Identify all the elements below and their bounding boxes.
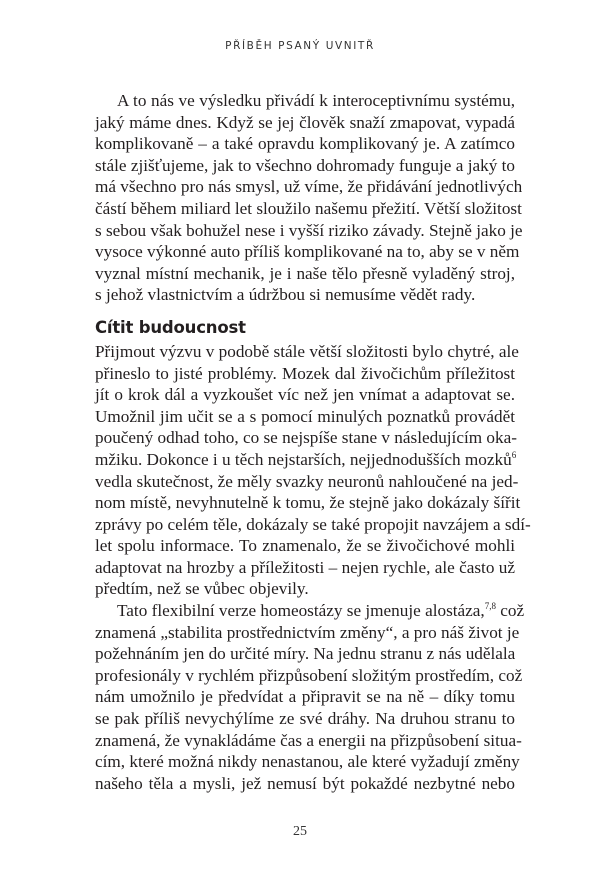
text-line: A to nás ve výsledku přivádí k interoceptivnímu systému, bbox=[117, 91, 515, 110]
text-line: Umožnil jim učit se a s pomocí minulých poznatků provádět bbox=[95, 406, 515, 426]
text-line: jaký máme dnes. Když se jej člověk snaží zmapovat, vypadá bbox=[95, 112, 515, 132]
text-line: zprávy po celém těle, dokázaly se také propojit navzájem a sdí- bbox=[95, 514, 531, 534]
section-heading: Cítit budoucnost bbox=[95, 317, 246, 337]
text-line: let spolu informace. To znamenalo, že se živočichové mohli bbox=[95, 536, 515, 556]
footnote-reference[interactable]: 7,8 bbox=[484, 601, 496, 612]
text-line: částí během miliard let sloužilo našemu přežití. Větší složitost bbox=[95, 198, 522, 218]
running-head: PŘÍBĚH PSANÝ UVNITŘ bbox=[225, 40, 375, 52]
text-line-with-footnote bbox=[95, 600, 525, 622]
text-line: adaptovat na hrozby a příležitosti – nejen rychle, ale často už bbox=[95, 557, 515, 577]
text-line: nám umožnilo je předvídat a připravit se na ně – díky tomu bbox=[95, 687, 515, 707]
paragraph-2 bbox=[95, 341, 531, 600]
text-line: přineslo to jisté problémy. Mozek dal živočichům příležitost bbox=[95, 363, 515, 383]
text-line: poučený odhad toho, co se nejspíše stane v následujícím oka- bbox=[95, 428, 517, 448]
text-line: jít o krok dál a vyzkoušet víc než jen vnímat a adaptovat se. bbox=[95, 385, 515, 405]
text-line: našeho těla a mysli, jež nemusí být pokaždé nezbytné nebo bbox=[95, 773, 515, 793]
text-line: znamená, že vynakládáme čas a energii na přizpůsobení situa- bbox=[95, 730, 522, 750]
text-line: má všechno pro nás smysl, už víme, že přidávání jednotlivých bbox=[95, 177, 523, 197]
page-number: 25 bbox=[293, 824, 307, 839]
text-fragment: mžiku. Dokonce i u těch nejstarších, nejjednodušších mozků bbox=[95, 449, 512, 469]
text-line: s jehož vlastnictvím a údržbou si nemusíme vědět rady. bbox=[95, 285, 476, 305]
text-line: nom místě, nevyhnutelně k tomu, že stejně jako dokázaly šířit bbox=[95, 493, 521, 513]
paragraph-1 bbox=[95, 90, 523, 306]
text-line: profesionály v rychlém přizpůsobení složitým prostředím, což bbox=[95, 665, 523, 685]
text-line: s sebou však bohužel nese i vyšší riziko závady. Stejně jako je bbox=[95, 220, 523, 240]
text-line: Přijmout výzvu v podobě stále větší složitosti bylo chytré, ale bbox=[95, 341, 519, 361]
text-line-with-footnote bbox=[95, 449, 515, 471]
text-line: se pak příliš nevychýlíme ze své dráhy. Na druhou stranu to bbox=[95, 709, 515, 729]
text-fragment: což bbox=[495, 601, 525, 621]
text-line: vedla skutečnost, že měly svazky neuronů nahloučené na jed- bbox=[95, 471, 519, 491]
text-line: předtím, než se vůbec objevily. bbox=[95, 579, 309, 599]
footnote-reference[interactable]: 6 bbox=[511, 449, 517, 460]
text-line: stále zjišťujeme, jak to všechno dohromady funguje a jaký to bbox=[95, 155, 515, 175]
text-line: cím, které možná nikdy nenastanou, ale které vyžadují změny bbox=[95, 752, 520, 772]
paragraph-3 bbox=[95, 600, 525, 794]
text-fragment: Tato flexibilní verze homeostázy se jmenuje alostáza, bbox=[117, 601, 485, 621]
text-line: znamená „stabilita prostřednictvím změny“, a pro náš život je bbox=[95, 622, 520, 642]
text-line: vysoce výkonné auto příliš komplikované na to, aby se v něm bbox=[95, 242, 520, 262]
text-line: požehnáním jen do určité míry. Na jednu stranu z nás udělala bbox=[95, 644, 516, 664]
text-line: vyznal místní mechanik, je i naše tělo přesně vyladěný stroj, bbox=[95, 263, 515, 283]
page-body bbox=[95, 90, 531, 794]
text-line: komplikovaně – a také opravdu komplikovaný je. A zatímco bbox=[95, 134, 515, 154]
